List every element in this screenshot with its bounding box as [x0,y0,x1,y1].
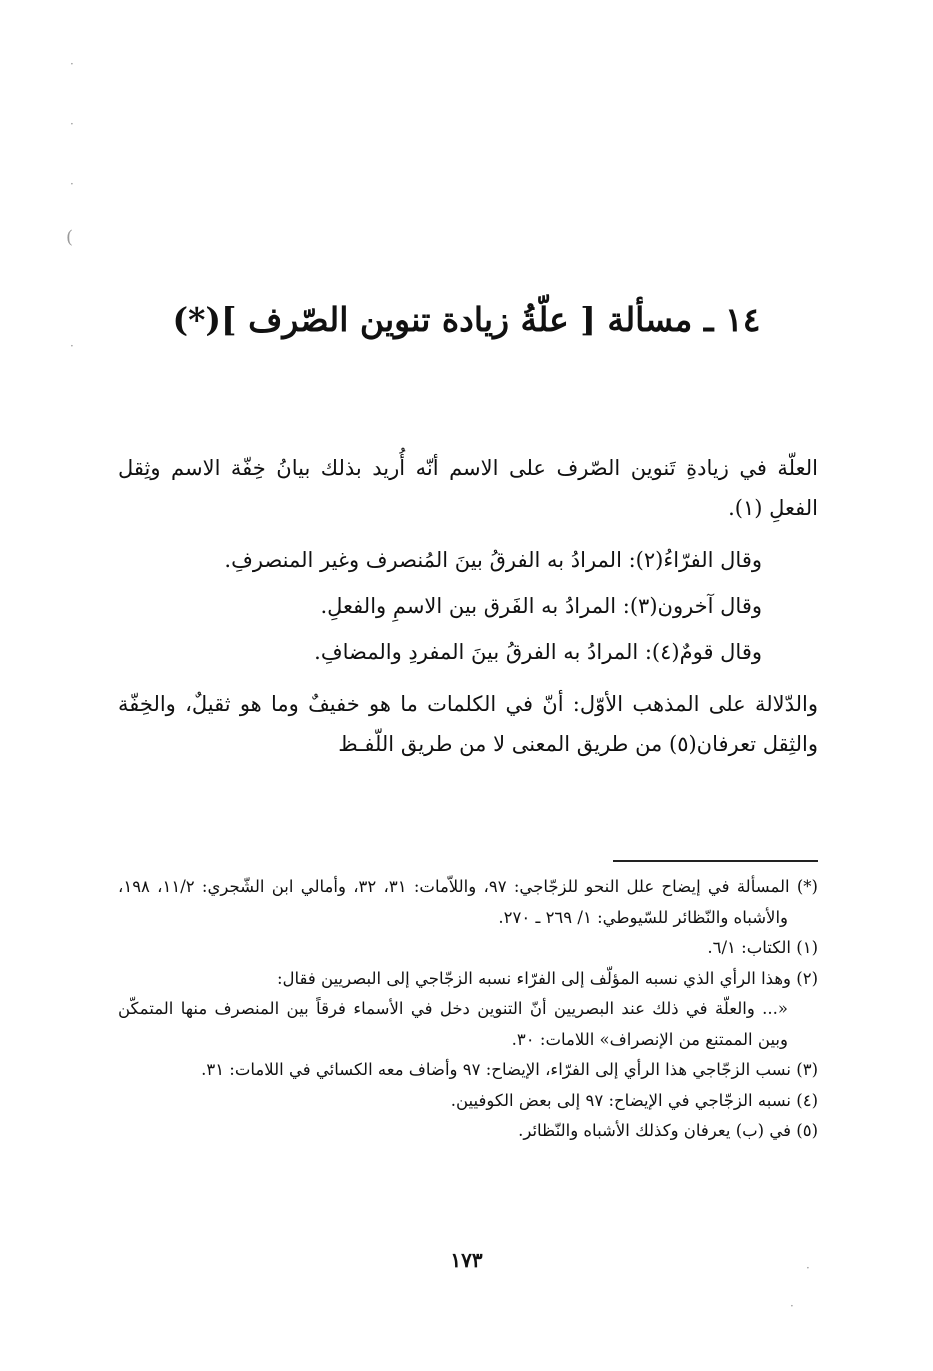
footnote: (٤) نسبه الزجّاجي في الإيضاح: ٩٧ إلى بعض الكوفيين. [450,1090,818,1110]
footnote-quote: «... والعلّة في ذلك عند البصريين أنّ التنوين دخل في الأسماء فرقاً بين المنصرف منها المتمكّن وبين الممتنع من الإنصراف» اللامات: ٣٠. [118,999,788,1049]
footnote: (١) الكتاب: ٦/١. [707,938,818,957]
scan-speck: · [806,1261,810,1275]
scan-speck: · [790,1299,794,1313]
footnote-divider [613,860,818,862]
footnotes [118,872,818,1147]
paragraph: وقال الفرّاءُ(٢): المرادُ به الفرقُ بينَ المُنصرف وغير المنصرفِ. [224,548,762,572]
paragraph: والدّلالة على المذهب الأوّل: أنّ في الكلمات ما هو خفيفٌ وما هو ثقيلٌ، والخِفّة والثِقل تعرفان(٥) من طريق المعنى لا من طريق اللّفـظ [118,692,818,756]
paragraph: العلّة في زيادةِ تَنوين الصّرف على الاسم أنّه أُريد بذلك بيانُ خِفّة الاسم وثِقل الفعلِ (١). [118,456,818,520]
scan-speck: · [70,117,74,131]
footnote: (٣) نسب الزجّاجي هذا الرأي إلى الفرّاء، الإيضاح: ٩٧ وأضاف معه الكسائي في اللامات: ٣١. [201,1060,818,1079]
paragraph: وقال قومٌ(٤): المرادُ به الفرقُ بينَ المفردِ والمضافِ. [314,640,762,664]
footnote: (*) المسألة في إيضاح علل النحو للزجّاجي: ٩٧، واللاّمات: ٣١، ٣٢، وأمالي ابن الشّجري: ١١/٢، ١٩٨، والأشباه والنّظائر للسّيوطي: ١/ ٢٦٩ ـ ٢٧٠. [118,877,818,927]
scan-speck: · [70,57,74,71]
scan-speck: ) [66,227,74,248]
footnote: (٥) في (ب) يعرفان وكذلك الأشباه والنّظائر. [518,1121,818,1140]
paragraph: وقال آخرون(٣): المرادُ به الفَرق بين الاسمِ والفعلِ. [320,594,762,618]
scan-speck: · [70,339,74,353]
footnote: (٢) وهذا الرأي الذي نسبه المؤلّف إلى الفرّاء نسبه الزجّاجي إلى البصريين فقال: [276,968,818,988]
main-text [118,448,818,776]
chapter-title: ١٤ ـ مسألة [ علّةُ زيادة تنوين الصّرف ](*) [172,300,761,340]
page-number: ١٧٣ [450,1248,483,1272]
scan-speck: · [70,177,74,191]
